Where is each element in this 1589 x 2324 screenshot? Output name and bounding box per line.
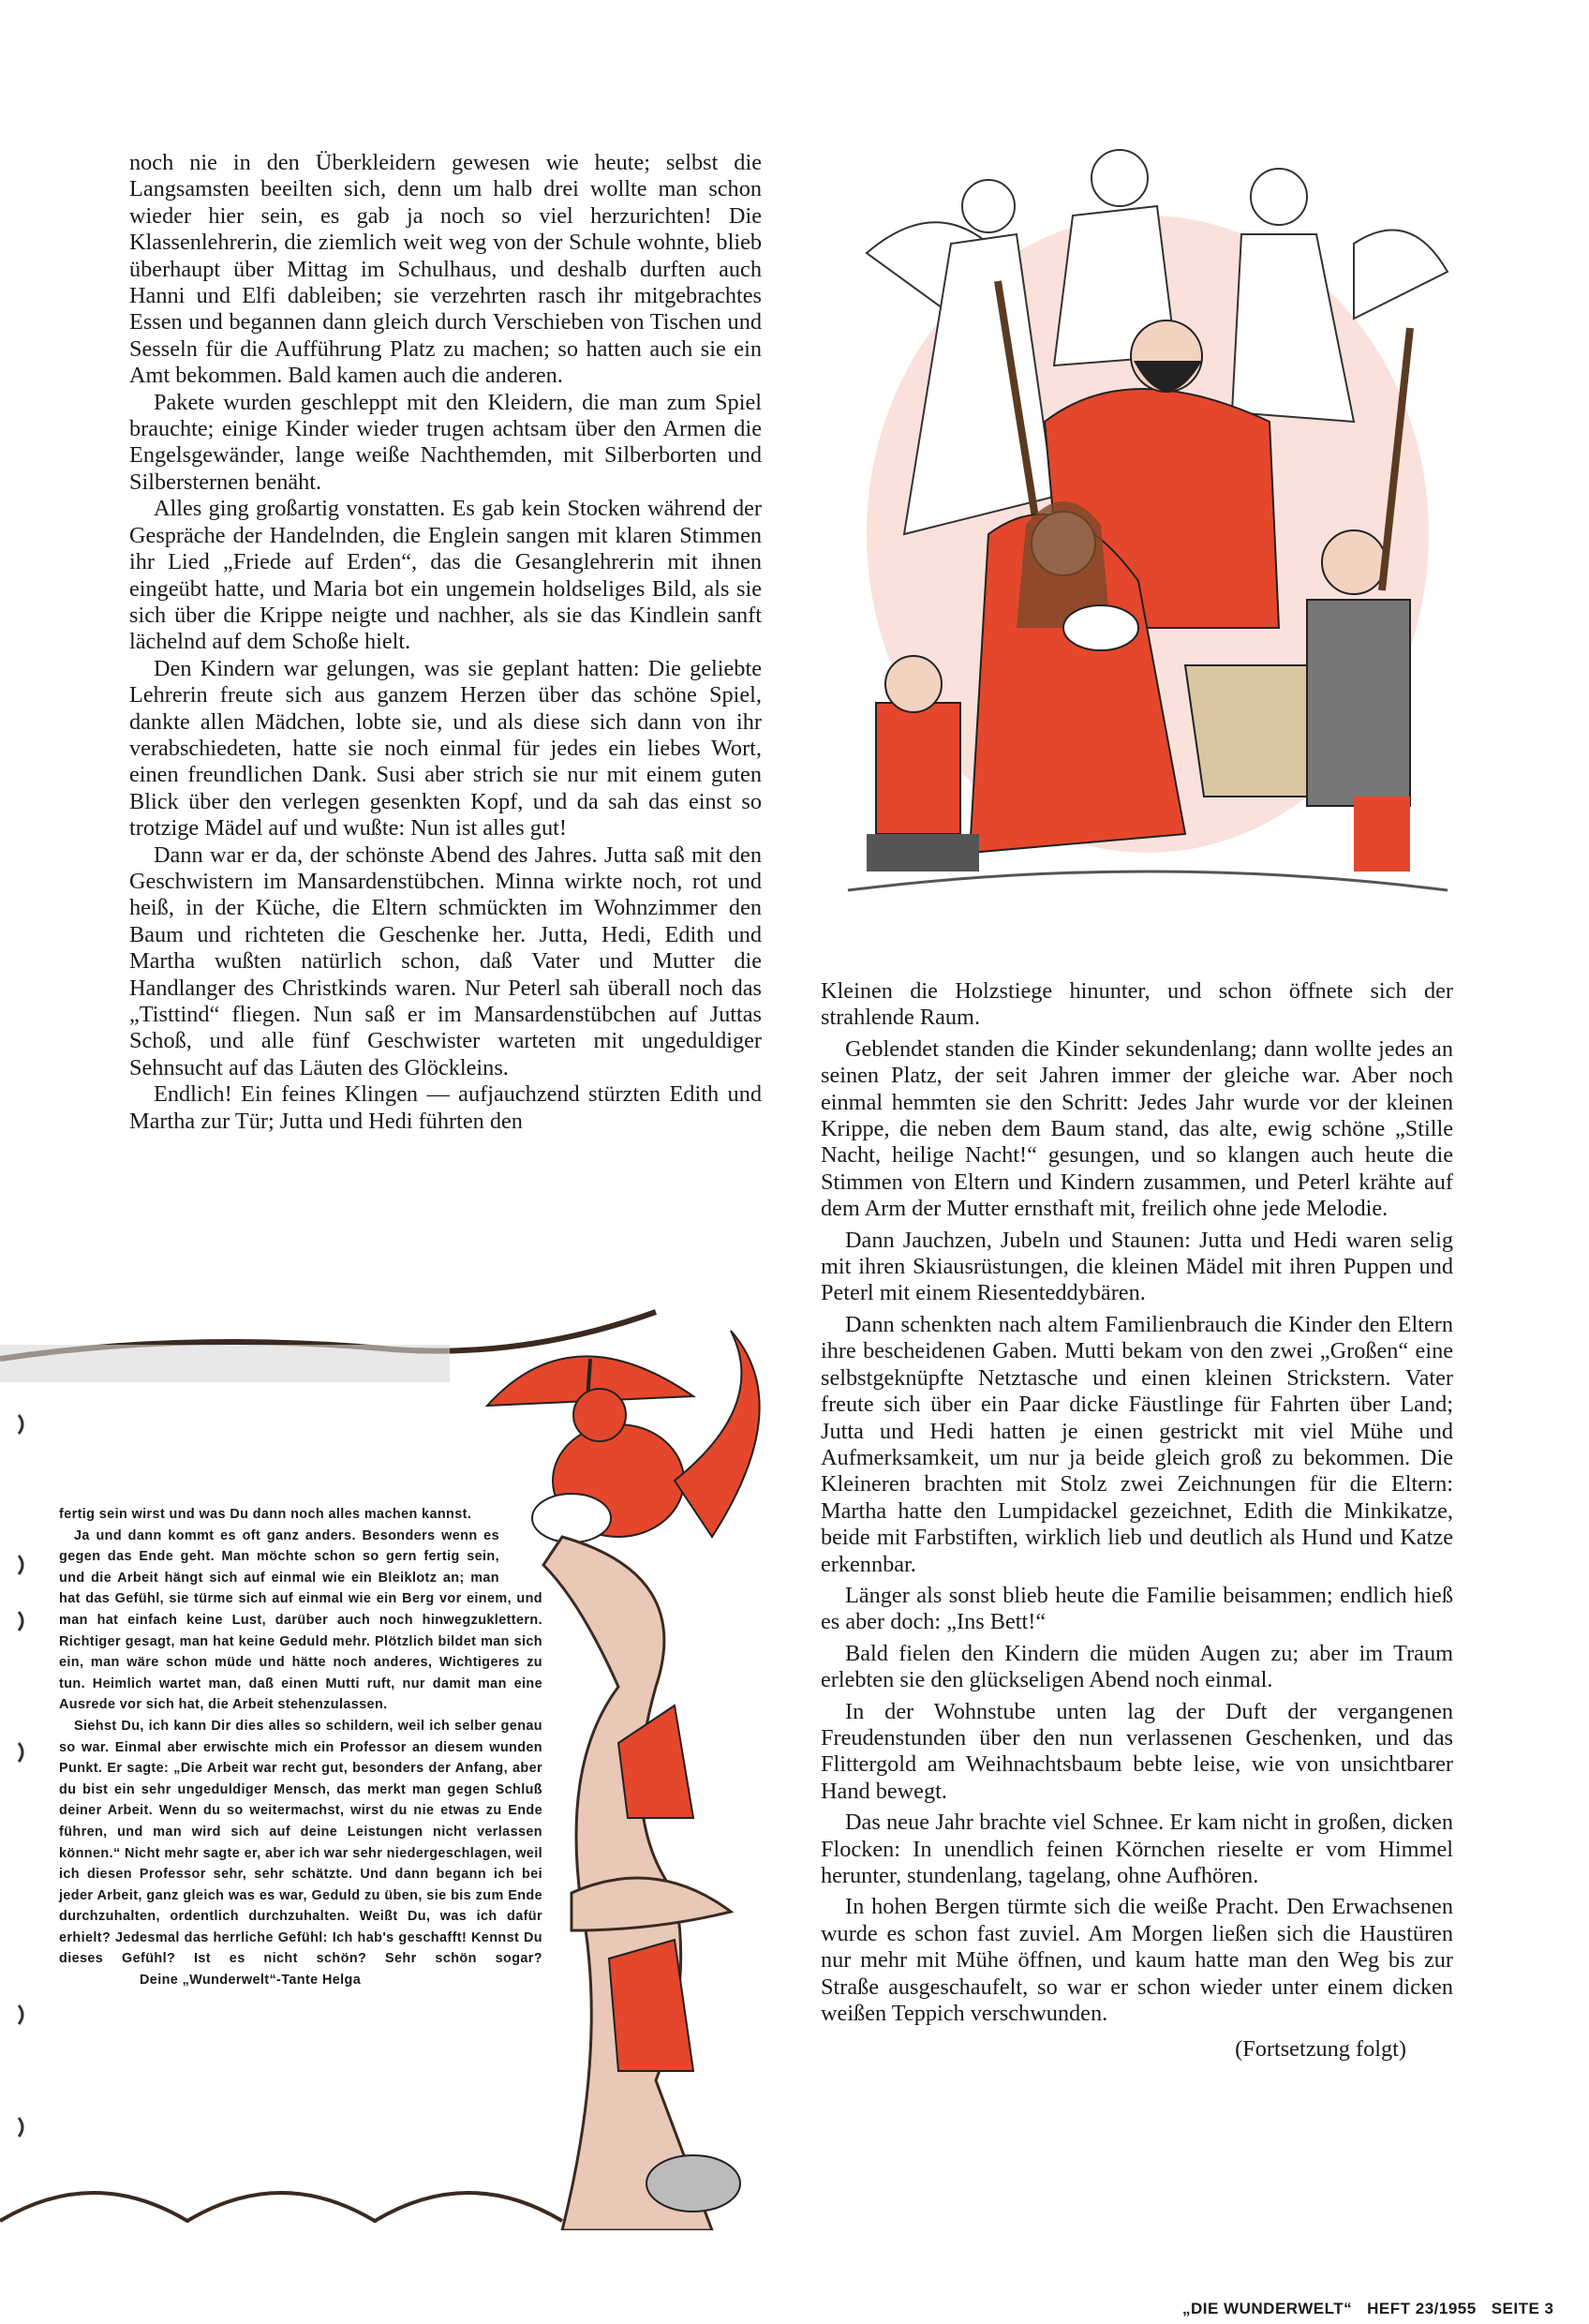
article-paragraph: Alles ging großartig vonstatten. Es gab kein Stocken während der Gespräche der Handelnden, die Englein sangen mit klaren Stimmen ihr Lied „Friede auf Erden“, das die Gesanglehrerin mit ihnen eingeübt hatte, und Maria bot ein ungemein holdseliges Bild, als sie sich über die Krippe neigte und nachher, als sie das Kindlein sanft lächelnd auf dem Schoße hielt. <box>129 496 762 655</box>
article-paragraph: In hohen Bergen türmte sich die weiße Pracht. Den Erwachsenen wurde es schon fast zuviel. Am Morgen ließen sich die Haustüren nur mehr mit Mühe öffnen, und kaum hatte man den Weg bis zur Straße ausgeschaufelt, so war er schon wieder unter einem dicken weißen Teppich verschwunden. <box>821 1894 1453 2027</box>
mouse <box>646 2155 740 2212</box>
letter-paragraph <box>59 1716 542 1991</box>
article-paragraph: Länger als sonst blieb heute die Familie beisammen; endlich hieß es aber doch: „Ins Bett!“ <box>821 1582 1453 1635</box>
falling-leaves-icon <box>19 1415 22 2137</box>
article-paragraph: Dann schenkten nach altem Familienbrauch die Kinder den Eltern ihre bescheidenen Gaben. Mutti bekam von den zwei „Großen“ eine selbstgeknüpfte Netztasche und einen kleinen Strickstern. Vater freute sich über ein Paar dicke Fäustlinge für Fahrten über Land; Jutta und Hedi hatten je einen gestrickt mit viel Mühe und Aufmerksamkeit, um nur ja beide gleich groß zu bekommen. Die Kleineren brachten mit Stolz zwei Zeichnungen für die Eltern: Martha hatte den Lumpidackel gezeichnet, Edith die Minkikatze, beide mit Farbstiften, wirklich lieb und deutlich als Hund und Katze erkennbar. <box>821 1311 1453 1577</box>
continuation-note: (Fortsetzung folgt) <box>1235 2036 1406 2063</box>
letter-signature: Deine „Wunderwelt“-Tante Helga <box>140 1973 362 1989</box>
letter-box <box>59 1504 542 1991</box>
article-left-column <box>129 150 762 1135</box>
letter-paragraph: Ja und dann kommt es oft ganz anders. Besonders wenn es gegen das Ende geht. Man möchte schon so gern fertig sein, und die Arbeit hängt sich auf einmal wie ein Bleiklotz an; man hat das Gefühl, sie türme sich auf einmal wie ein Berg vor einem, und man hat einfach keine Lust, darüber auch noch hinwegzuklettern. Richtiger gesagt, man hat keine Geduld mehr. Plötzlich bildet man sich ein, man wäre schon müde und hätte noch anderes, Wichtigeres zu tun. Heimlich wartet man, daß einen Mutti ruft, nur damit man eine Ausrede vor sich hat, die Arbeit stehenzulassen. <box>59 1527 542 1713</box>
letter-paragraph: fertig sein wirst und was Du dann noch alles machen kannst. <box>59 1507 472 1522</box>
article-paragraph: Kleinen die Holzstiege hinunter, und schon öffnete sich der strahlende Raum. <box>821 978 1453 1031</box>
magazine-title: „DIE WUNDERWELT“ <box>1182 2300 1353 2317</box>
page-number: SEITE 3 <box>1491 2300 1554 2317</box>
page-footer <box>1182 2300 1569 2318</box>
article-paragraph: Geblendet standen die Kinder sekundenlang; dann wollte jedes an seinen Platz, der seit Jahren immer der gleiche war. Aber noch einmal hemmten sie den Schritt: Jedes Jahr wurde vor der kleinen Krippe, die neben dem Baum stand, das alte, ewig schöne „Stille Nacht, heilige Nacht!“ gesungen, und so klangen auch heute die Stimmen von Eltern und Kindern zusammen, und Peterl krähte auf dem Arm der Mutter ernsthaft mit, freilich ohne jede Melodie. <box>821 1035 1453 1222</box>
letter-text: Siehst Du, ich kann Dir dies alles so schildern, weil ich selber genau so war. Einmal aber erwischte mich ein Professor an diesem wunden Punkt. Er sagte: „Die Arbeit war recht gut, besonders der Anfang, aber du bist ein sehr ungeduldiger Mensch, das merkt man gegen Schluß deiner Arbeit. Wenn du so weitermachst, wirst du nie etwas zu Ende führen, und man wird sich auf deine Leistungen nicht verlassen können.“ Nicht mehr sagte er, aber ich war sehr niedergeschlagen, weil ich diesen Professor sehr, sehr schätzte. Und dann begann ich bei jeder Arbeit, ganz gleich was es war, Geduld zu üben, sie bis zum Ende durchzuhalten, ordentlich durchzuhalten. Weißt Du, was ich dafür erhielt? Jedesmal das herrliche Gefühl: Ich hab's geschafft! Kennst Du dieses Gefühl? Ist es nicht schön? Sehr schön sogar? <box>59 1718 542 1967</box>
article-paragraph: Pakete wurden geschleppt mit den Kleidern, die man zum Spiel brauchte; einige Kinder wieder trugen achtsam über den Armen die Engelsgewänder, lange weiße Nachthemden, mit Silberborten und Silbersternen benäht. <box>129 389 762 495</box>
article-paragraph: Das neue Jahr brachte viel Schnee. Er kam nicht in großen, dicken Flocken: In unendlich feinen Körnchen rieselte er vom Himmel herunter, stundenlang, tagelang, ohne Aufhören. <box>821 1810 1453 1888</box>
article-paragraph: Den Kindern war gelungen, was sie geplant hatten: Die geliebte Lehrerin freute sich aus ganzem Herzen über das schöne Spiel, dankte allen Mädchen, lobte sie, und als diese sich dann von ihr verabschiedeten, hatte sie noch einmal für jedes ein liebes Wort, einen freundlichen Dank. Susi aber strich sie nur mit einem guten Blick über den verlegen gesenkten Kopf, und da sah das einst so trotzige Mädel auf und wußte: Nun ist alles gut! <box>129 655 762 842</box>
article-paragraph: In der Wohnstube unten lag der Duft der vergangenen Freudenstunden über den nun verlassenen Geschenken, und das Flittergold am Weihnachtsbaum bebte leise, wie von unsichtbarer Hand bewegt. <box>821 1698 1453 1804</box>
issue-number: HEFT 23/1955 <box>1367 2300 1477 2317</box>
article-paragraph: Dann Jauchzen, Jubeln und Staunen: Jutta und Hedi waren selig mit ihren Skiausrüstungen, die kleinen Mädel mit ihren Puppen und Peterl mit einem Riesenteddybären. <box>821 1227 1453 1306</box>
article-paragraph: noch nie in den Überkleidern gewesen wie heute; selbst die Langsamsten beeilten sich, denn um halb drei wollte man schon wieder hier sein, es gab ja noch so viel herzurichten! Die Klassenlehrerin, die ziemlich weit weg von der Schule wohnte, blieb überhaupt über Mittag im Schulhaus, und deshalb durften auch Hanni und Elfi dableiben; sie verzehrten rasch ihr mitgebrachtes Essen und begannen dann gleich durch Verschieben von Tischen und Sesseln für die Aufführung Platz zu machen; so hatten auch sie ein Amt bekommen. Bald kamen auch die anderen. <box>129 150 762 389</box>
grass <box>0 2193 562 2221</box>
nativity-illustration <box>829 141 1462 937</box>
article-paragraph: Bald fielen den Kindern die müden Augen zu; aber im Traum erlebten sie den glückseligen Abend noch einmal. <box>821 1640 1453 1693</box>
article-right-column <box>821 978 1453 2063</box>
article-paragraph: Endlich! Ein feines Klingen — aufjauchzend stürzten Edith und Martha zur Tür; Jutta und Hedi führten den <box>129 1081 762 1134</box>
article-paragraph: Dann war er da, der schönste Abend des Jahres. Jutta saß mit den Geschwistern im Mansardenstübchen. Minna wirkte noch, rot und heiß, in der Küche, die Eltern schmückten im Wohnzimmer den Baum und richteten die Geschenke her. Jutta, Hedi, Edith und Martha wußten natürlich schon, daß Vater und Mutter die Handlanger des Christkinds waren. Nur Peterl sah überall noch das „Tisttind“ fliegen. Nun saß er im Mansardenstübchen auf Juttas Schoß, und alle fünf Geschwister warteten mit ungeduldiger Sehnsucht auf das Läuten des Glöckleins. <box>129 842 762 1080</box>
